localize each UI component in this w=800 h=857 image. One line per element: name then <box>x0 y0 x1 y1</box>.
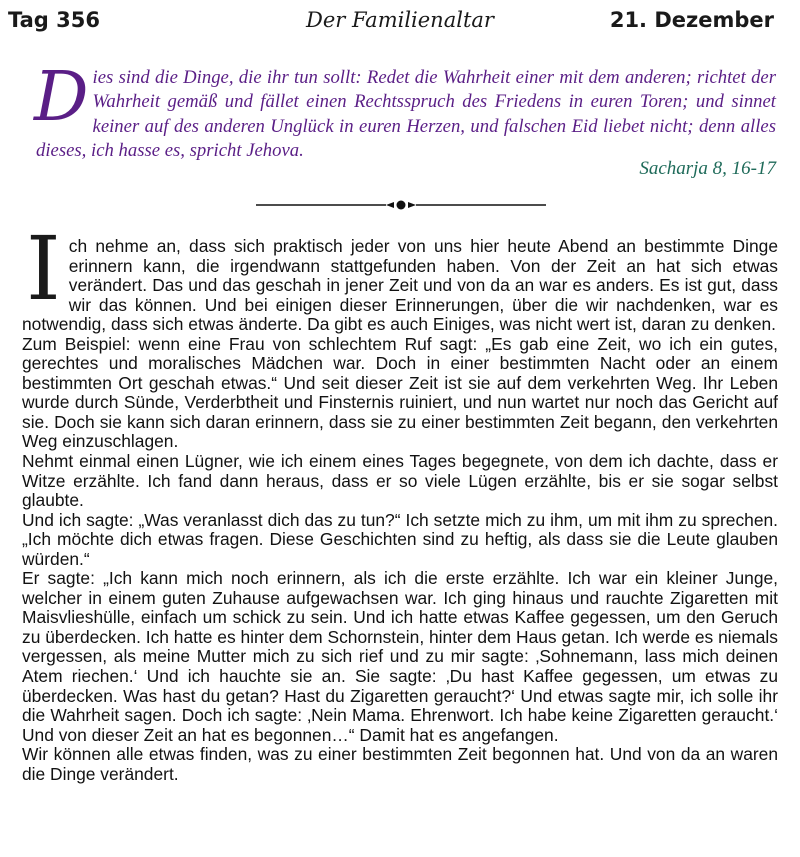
paragraph: Wir können alle etwas finden, was zu einer bestimmten Zeit begonnen hat. Und von da an waren die Dinge verändert. <box>22 744 778 784</box>
divider-left-point <box>386 202 394 208</box>
scripture-verse <box>34 58 776 163</box>
paragraph: Nehmt einmal einen Lügner, wie ich einem eines Tages begegnete, von dem ich dachte, dass er Witze erzählte. Ich fand dann heraus, dass er so viele Lügen erzählte, bis er sie sogar selbst glaubte. <box>22 451 778 511</box>
verse-text: ies sind die Dinge, die ihr tun sollt: Redet die Wahrheit einer mit dem anderen; richtet der Wahrheit gemäß und fället einen Rechtsspruch des Friedens in euren Toren; und sinnet keiner auf des anderen Unglück in euren Herzen, und falschen Eid liebet nicht; denn alles dieses, ich hasse es, spricht Jehova. <box>36 67 776 161</box>
body-initial: I <box>26 217 61 320</box>
verse-initial: D <box>34 58 89 137</box>
publication-title: Der Familienaltar <box>306 8 494 32</box>
date-label: 21. Dezember <box>609 8 774 32</box>
divider-right-point <box>408 202 416 208</box>
paragraph: Er sagte: „Ich kann mich noch erinnern, als ich die erste erzählte. Ich war ein kleiner Junge, welcher in einem guten Zuhause aufgewachsen war. Ich ging hinaus und rauchte Zigaretten mit Maisvlieshülle, einfach um schick zu sein. Und ich hatte etwas Kaffee gegessen, um den Geruch zu überdecken. Ich hatte es hinter dem Schornstein, hinter dem Haus getan. Ich werde es niemals vergessen, als meine Mutter mich zu sich rief und zu mir sagte: ‚Sohnemann, lass mich deinen Atem riechen.‘ Und ich hauchte sie an. Sie sagte: ‚Du hast Kaffee gegessen, um etwas zu überdecken. Was hast du getan? Hast du Zigaretten geraucht?‘ Und etwas sagte mir, ich solle ihr die Wahrheit sagen. Doch ich sagte: ‚Nein Mama. Ehrenwort. Ich habe keine Zigaretten geraucht.‘ Und von dieser Zeit an hat es begonnen…“ Damit hat es angefangen. <box>22 568 778 745</box>
divider-center-dot <box>397 201 406 210</box>
scripture-reference: Sacharja 8, 16-17 <box>639 158 776 179</box>
paragraph: Zum Beispiel: wenn eine Frau von schlechtem Ruf sagt: „Es gab eine Zeit, wo ich ein gutes, gerechtes und moralisches Mädchen war. Doch in einer bestimmten Nacht oder an einem bestimmten Ort geschah etwas.“ Und seit dieser Zeit ist sie auf dem verkehrten Weg. Ihr Leben wurde durch Sünde, Verderbtheit und Finsternis ruiniert, und nun wartet nur noch das Gericht auf sie. Doch sie kann sich daran erinnern, dass sie zu einer bestimmten Zeit begann, den verkehrten Weg einzuschlagen. <box>22 333 778 452</box>
devotional-text <box>22 217 778 784</box>
day-label: Tag 356 <box>8 8 100 32</box>
paragraph <box>22 217 778 335</box>
paragraph-text: ch nehme an, dass sich praktisch jeder von uns hier heute Abend an bestimmte Dinge erinnern kann, die irgendwann stattgefunden haben. Von der Zeit an hat sich etwas verändert. Das und das geschah in jener Zeit und von da an war es anders. Es ist gut, dass wir das können. Und bei einigen dieser Erinnerungen, über die wir nachdenken, war es notwendig, dass sich etwas änderte. Da gibt es auch Einiges, was nicht wert ist, daran zu denken. <box>22 236 778 335</box>
paragraph: Und ich sagte: „Was veranlasst dich das zu tun?“ Ich setzte mich zu ihm, um mit ihm zu sprechen. „Ich möchte dich etwas fragen. Diese Geschichten sind zu heftig, als dass sie die Leute glauben würden.“ <box>22 509 778 569</box>
ornament-divider <box>256 198 546 212</box>
